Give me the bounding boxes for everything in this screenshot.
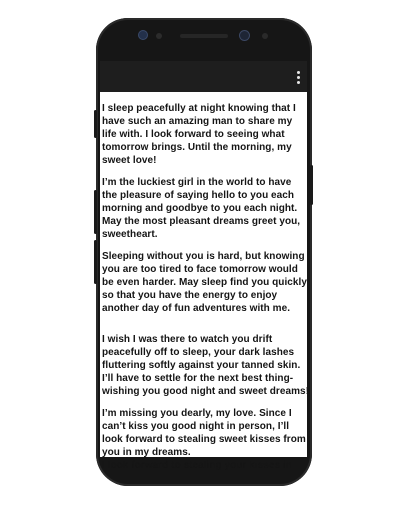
message-line: I’m missing you dearly, my love. Since I xyxy=(102,408,292,419)
menu-dot xyxy=(297,71,300,74)
message-line: morning and goodbye to you each night. xyxy=(102,203,298,214)
message-line: May the most pleasant dreams greet you, xyxy=(102,216,301,227)
message-line: you in my dreams. xyxy=(102,447,191,458)
message-paragraph xyxy=(102,333,310,398)
proximity-sensor-icon xyxy=(156,33,162,39)
phone-volume-down-button xyxy=(94,240,97,284)
message-line: wishing you good night and sweet dreams! xyxy=(102,386,310,397)
message-line: I sleep peacefully at night knowing that I xyxy=(102,103,296,114)
earpiece-speaker xyxy=(180,34,228,38)
app-bar xyxy=(100,61,307,92)
message-paragraph xyxy=(102,102,307,167)
message-line: have such an amazing man to share my xyxy=(102,116,293,127)
message-line: I’m the luckiest girl in the world to have xyxy=(102,177,292,188)
phone-side-button xyxy=(94,110,97,138)
message-line: Sleeping without you is hard, but knowing xyxy=(102,251,305,262)
menu-dot xyxy=(297,76,300,79)
iris-scanner-icon xyxy=(240,31,249,40)
message-line: another day of fun adventures with me. xyxy=(102,303,291,314)
phone-volume-up-button xyxy=(94,190,97,234)
front-camera-icon xyxy=(139,31,147,39)
message-line: be even harder. May sleep find you quickly xyxy=(102,277,307,288)
message-line: tomorrow brings. Until the morning, my xyxy=(102,142,292,153)
message-line: the pleasure of saying hello to you each xyxy=(102,190,295,201)
message-line: fluttering softly against your tanned skin. xyxy=(102,360,301,371)
message-paragraph xyxy=(102,250,307,315)
message-line: I’ll have to settle for the next best thing- xyxy=(102,373,294,384)
light-sensor-icon xyxy=(262,33,268,39)
more-vert-icon[interactable] xyxy=(293,69,303,85)
message-line: can’t kiss you good night in person, I’ll xyxy=(102,421,290,432)
message-list[interactable] xyxy=(102,102,310,481)
message-paragraph xyxy=(102,176,307,241)
phone-screen xyxy=(100,61,310,471)
message-line: so that you have the energy to enjoy xyxy=(102,290,278,301)
message-line: you are too tired to face tomorrow would xyxy=(102,264,298,275)
message-line: sweet love! xyxy=(102,155,157,166)
message-paragraph xyxy=(102,407,307,472)
message-line: peacefully off to sleep, your dark lashes xyxy=(102,347,295,358)
message-line: look forward to stealing sweet kisses from xyxy=(102,434,306,445)
message-line: I look forward to stealing your kisses in xyxy=(102,460,292,471)
menu-dot xyxy=(297,81,300,84)
message-line: I wish I was there to watch you drift xyxy=(102,334,273,345)
message-line: sweetheart. xyxy=(102,229,158,240)
message-line: life with. I look forward to seeing what xyxy=(102,129,285,140)
phone-power-button xyxy=(310,165,313,205)
